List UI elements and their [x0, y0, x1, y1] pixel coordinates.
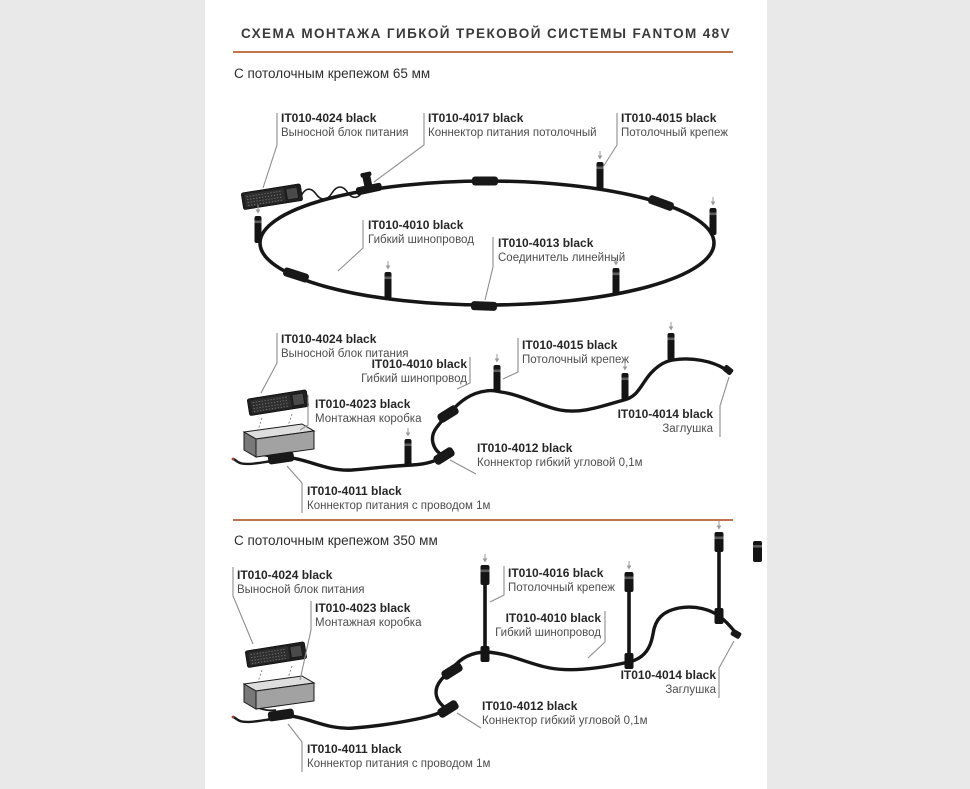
ceiling-mount-350: [481, 554, 490, 662]
end-cap: [722, 364, 734, 376]
ceiling-mount-65: [622, 362, 629, 400]
ceiling-mount-65: [668, 322, 675, 360]
section-heading-350mm: С потолочным крепежом 350 мм: [234, 533, 438, 548]
ceiling-mount-65: [494, 354, 501, 392]
cord-tip: [232, 716, 235, 719]
assembly-dash: [288, 414, 292, 426]
corner-connector: [436, 404, 460, 424]
label-it010-4016: IT010-4016 black Потолочный крепеж: [508, 566, 615, 594]
assembly-dash: [288, 666, 292, 678]
label-it010-4010: IT010-4010 black Гибкий шинопровод: [361, 357, 467, 385]
label-it010-4012: IT010-4012 black Коннектор гибкий угловой 0,1м: [477, 441, 643, 469]
power-cord-tail: [233, 717, 272, 722]
label-it010-4014: IT010-4014 black Заглушка: [617, 407, 713, 435]
diagram-ring-65mm: [241, 113, 717, 311]
divider-top: [233, 51, 733, 53]
power-supply: [245, 642, 307, 668]
ceiling-mount-350: [625, 561, 634, 669]
label-it010-4024: IT010-4024 black Выносной блок питания: [281, 332, 409, 360]
assembly-dash: [258, 418, 262, 430]
label-it010-4015: IT010-4015 black Потолочный крепеж: [621, 111, 728, 139]
section-heading-65mm: С потолочным крепежом 65 мм: [234, 66, 431, 81]
diagram-wave-350mm: [232, 521, 762, 772]
label-it010-4023: IT010-4023 black Монтажная коробка: [315, 397, 422, 425]
label-it010-4024: IT010-4024 black Выносной блок питания: [281, 111, 409, 139]
ceiling-mount-65: [255, 205, 262, 243]
mounting-box: [244, 676, 314, 709]
label-it010-4010: IT010-4010 black Гибкий шинопровод: [368, 218, 474, 246]
mounting-box: [244, 424, 314, 457]
linear-connector: [471, 301, 497, 311]
leader-lines: [263, 113, 617, 300]
divider-bottom: [233, 519, 733, 521]
power-cord-tail: [233, 459, 272, 464]
page-title: СХЕМА МОНТАЖА ГИБКОЙ ТРЕКОВОЙ СИСТЕМЫ FANTOM 48V: [241, 26, 731, 41]
ceiling-mount-65: [405, 428, 412, 466]
spare-mount-cylinder: [753, 541, 762, 562]
ceiling-mount-350: [715, 521, 724, 624]
label-it010-4014: IT010-4014 black Заглушка: [620, 668, 716, 696]
linear-connector: [472, 177, 498, 186]
assembly-dash: [258, 670, 262, 682]
linear-connector: [647, 194, 675, 211]
label-it010-4023: IT010-4023 black Монтажная коробка: [315, 601, 422, 629]
ceiling-mount-65: [710, 197, 717, 235]
ceiling-power-connector: [353, 170, 383, 196]
ceiling-mount-65: [597, 151, 604, 189]
label-it010-4013: IT010-4013 black Соединитель линейный: [498, 236, 626, 264]
linear-connector: [282, 267, 310, 284]
power-supply: [247, 390, 309, 416]
corner-connector: [440, 661, 464, 681]
flexible-track-ring: [260, 181, 714, 305]
label-it010-4024: IT010-4024 black Выносной блок питания: [237, 568, 365, 596]
label-it010-4011: IT010-4011 black Коннектор питания с проводом 1м: [307, 742, 491, 770]
label-it010-4017: IT010-4017 black Коннектор питания потолочный: [428, 111, 597, 139]
label-it010-4015: IT010-4015 black Потолочный крепеж: [522, 338, 629, 366]
label-it010-4012: IT010-4012 black Коннектор гибкий угловой 0,1м: [482, 699, 648, 727]
ceiling-mount-65: [385, 261, 392, 299]
power-supply: [241, 184, 303, 210]
label-it010-4011: IT010-4011 black Коннектор питания с проводом 1м: [307, 484, 491, 512]
cord-tip: [232, 458, 235, 461]
label-it010-4010: IT010-4010 black Гибкий шинопровод: [495, 611, 601, 639]
